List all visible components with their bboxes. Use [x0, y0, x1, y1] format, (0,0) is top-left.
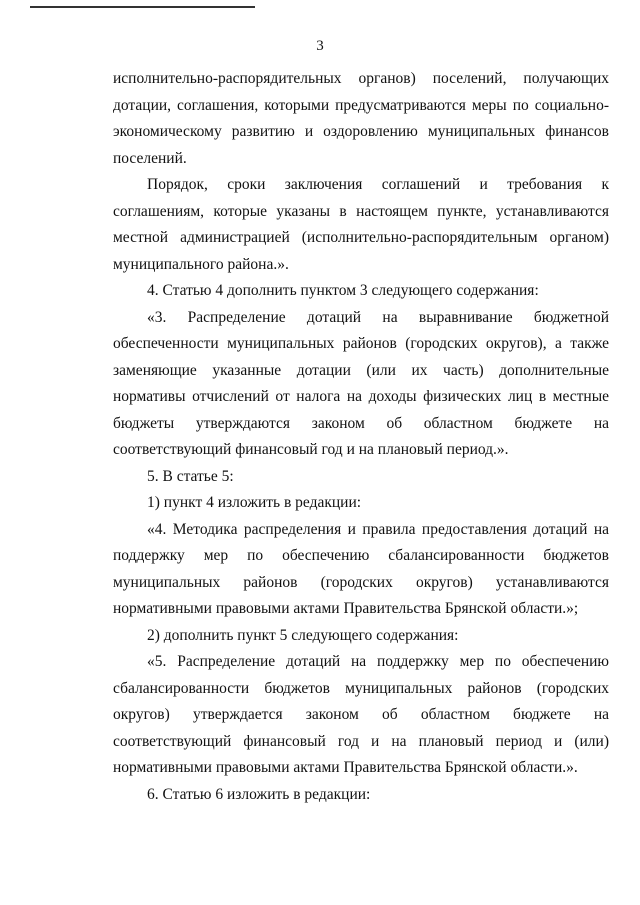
- header-rule: [30, 6, 255, 8]
- paragraph-article-4-amendment: 4. Статью 4 дополнить пунктом 3 следующего содержания:: [147, 282, 539, 299]
- paragraph-article-5-heading: 5. В статье 5:: [147, 467, 234, 485]
- paragraph-article-5-point-4: «4. Методика распределения и правила предоставления дотаций на поддержку мер по обеспечению сбалансированности бюджетов муниципальных районов (городских округов) устанавливаются нормативными правовыми актами Правительства Брянской области.»;: [113, 520, 609, 617]
- page-number: 3: [316, 38, 324, 54]
- document-body: [113, 66, 609, 808]
- paragraph-article-5-point-5: «5. Распределение дотаций на поддержку мер по обеспечению сбалансированности бюджетов муниципальных районов (городских округов) утверждается законом об областном бюджете на соответствующий финансовый год и на плановый период и (или) нормативными правовыми актами Правительства Брянской области.».: [113, 653, 609, 776]
- paragraph-agreements-procedure: Порядок, сроки заключения соглашений и требования к соглашениям, которые указаны в настоящем пункте, устанавливаются местной администрацией (исполнительно-распорядительным органом) муниципального района.».: [113, 176, 609, 273]
- paragraph-article-5-item-2: 2) дополнить пункт 5 следующего содержания:: [147, 626, 459, 644]
- paragraph-article-4-point-3: «3. Распределение дотаций на выравнивание бюджетной обеспеченности муниципальных районов (городских округов), а также заменяющие указанные дотации (или их часть) дополнительные нормативы отчислений от налога на доходы физических лиц в местные бюджеты утверждаются законом об областном бюджете на соответствующий финансовый год и на плановый период.».: [113, 308, 609, 458]
- paragraph-article-6-amendment: 6. Статью 6 изложить в редакции:: [147, 785, 371, 803]
- paragraph-continuation: исполнительно-распорядительных органов) поселений, получающих дотации, соглашения, которыми предусматриваются меры по социально-экономическому развитию и оздоровлению муниципальных финансов поселений.: [113, 70, 609, 167]
- paragraph-article-5-item-1: 1) пункт 4 изложить в редакции:: [147, 494, 362, 511]
